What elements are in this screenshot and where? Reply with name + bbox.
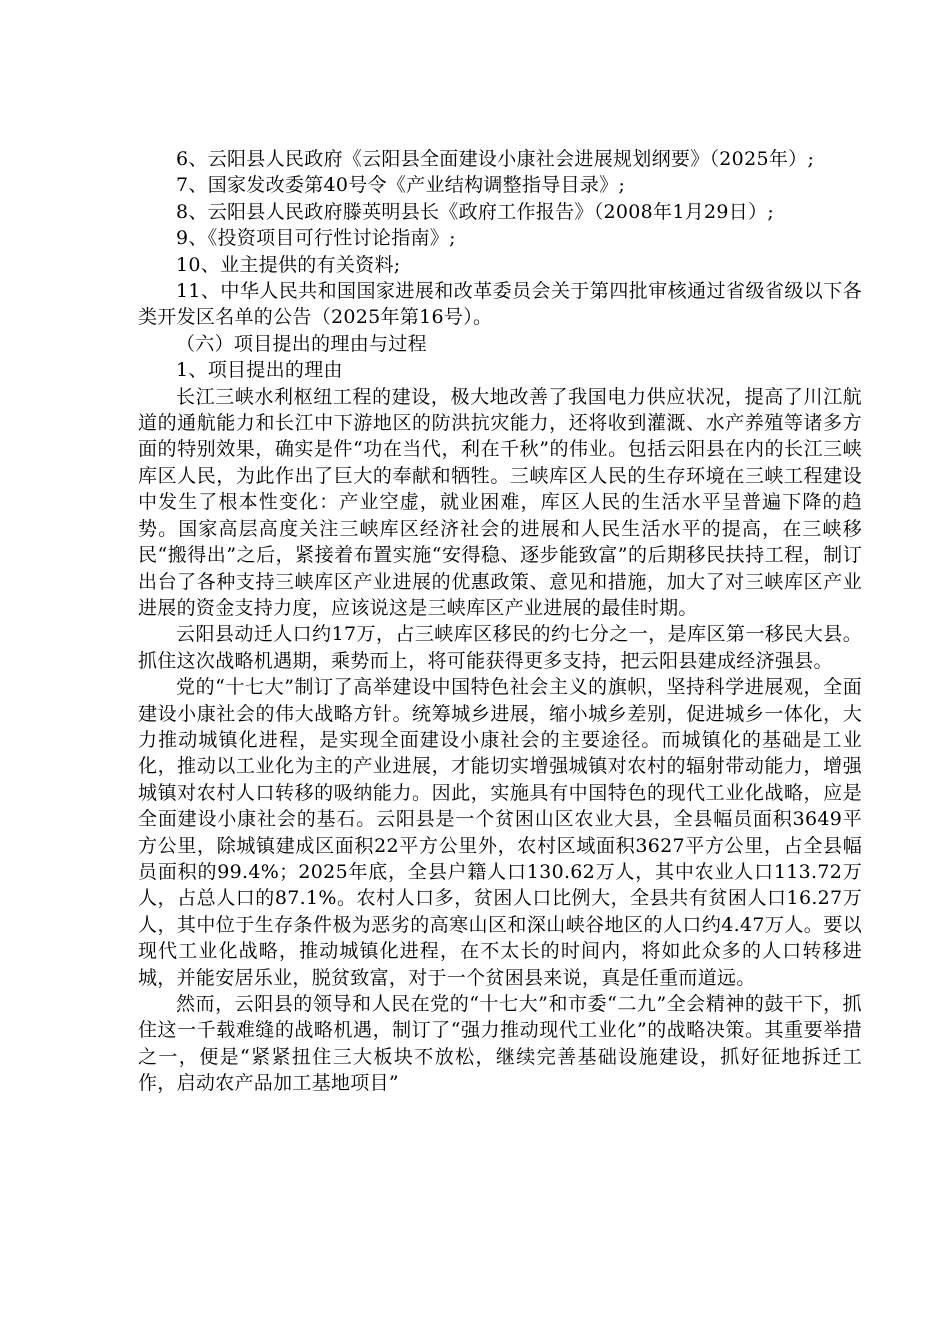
body-paragraph-2: 云阳县动迁人口约17万，占三峡库区移民的约七分之一，是库区第一移民大县。抓住这次战略机遇期，乘势而上，将可能获得更多支持，把云阳县建成经济强县。 <box>138 623 862 672</box>
reference-item-6: 6、云阳县人民政府《云阳县全面建设小康社会进展规划纲要》（2025年）; <box>176 148 815 170</box>
body-paragraph-4: 然而，云阳县的领导和人民在党的“十七大”和市委“二九”全会精神的鼓干下，抓住这一千载难缝的战略机遇，制订了“强力推动现代工业化”的战略决策。其重要举措之一，便是“紧紧扭住三大板块不放松，继续完善基础设施建设，抓好征地拆迁工作，启动农产品加工基地项目” <box>138 993 862 1095</box>
reference-item-9: 9、《投资项目可行性讨论指南》; <box>176 227 456 250</box>
body-paragraph-1: 长江三峡水利枢纽工程的建设，极大地改善了我国电力供应状况，提高了川江航道的通航能力和长江中下游地区的防洪抗灾能力，还将收到灌溉、水产养殖等诸多方面的特别效果，确实是件“功在当代，利在千秋”的伟业。包括云阳县在内的长江三峡库区人民，为此作出了巨大的奉献和牺牲。三峡库区人民的生存环境在三峡工程建设中发生了根本性变化：产业空虚，就业困难，库区人民的生活水平呈普遍下降的趋势。国家高层高度关注三峡库区经济社会的进展和人民生活水平的提高，在三峡移民“搬得出”之后，紧接着布置实施“安得稳、逐步能致富”的后期移民扶持工程，制订出台了各种支持三峡库区产业进展的优惠政策、意见和措施，加大了对三峡库区产业进展的资金支持力度，应该说这是三峡库区产业进展的最佳时期。 <box>138 385 862 619</box>
subsection-heading: 1、项目提出的理由 <box>176 359 343 382</box>
reference-item-8: 8、云阳县人民政府滕英明县长《政府工作报告》（2008年1月29日）; <box>176 200 775 223</box>
body-paragraph-3: 党的“十七大”制订了高举建设中国特色社会主义的旗帜，坚持科学进展观，全面建设小康社会的伟大战略方针。统筹城乡进展，缩小城乡差别，促进城乡一体化，大力推动城镇化进程，是实现全面建设小康社会的主要途径。而城镇化的基础是工业化，推动以工业化为主的产业进展，才能切实增强城镇对农村的辐射带动能力，增强城镇对农村人口转移的吸纳能力。因此，实施具有中国特色的现代工业化战略，应是全面建设小康社会的基石。云阳县是一个贫困山区农业大县，全县幅员面积3649平方公里，除城镇建成区面积22平方公里外，农村区域面积3627平方公里，占全县幅员面积的99.4%；2025年底，全县户籍人口130.62万人，其中农业人口113.72万人，占总人口的87.1%。农村人口多，贫困人口比例大，全县共有贫困人口16.27万人，其中位于生存条件极为恶劣的高寒山区和深山峡谷地区的人口约4.47万人。要以现代工业化战略，推动城镇化进程，在不太长的时间内，将如此众多的人口转移进城，并能安居乐业，脱贫致富，对于一个贫困县来说，真是任重而道远。 <box>138 676 862 989</box>
section-heading: （六）项目提出的理由与过程 <box>176 332 427 355</box>
reference-item-7: 7、国家发改委第40号令《产业结构调整指导目录》; <box>176 174 626 197</box>
reference-item-10: 10、业主提供的有关资料; <box>176 253 401 276</box>
document-body <box>138 146 862 1097</box>
reference-item-11: 11、中华人民共和国国家进展和改革委员会关于第四批审核通过省级省级以下各类开发区名单的公告（2025年第16号）。 <box>138 280 862 329</box>
